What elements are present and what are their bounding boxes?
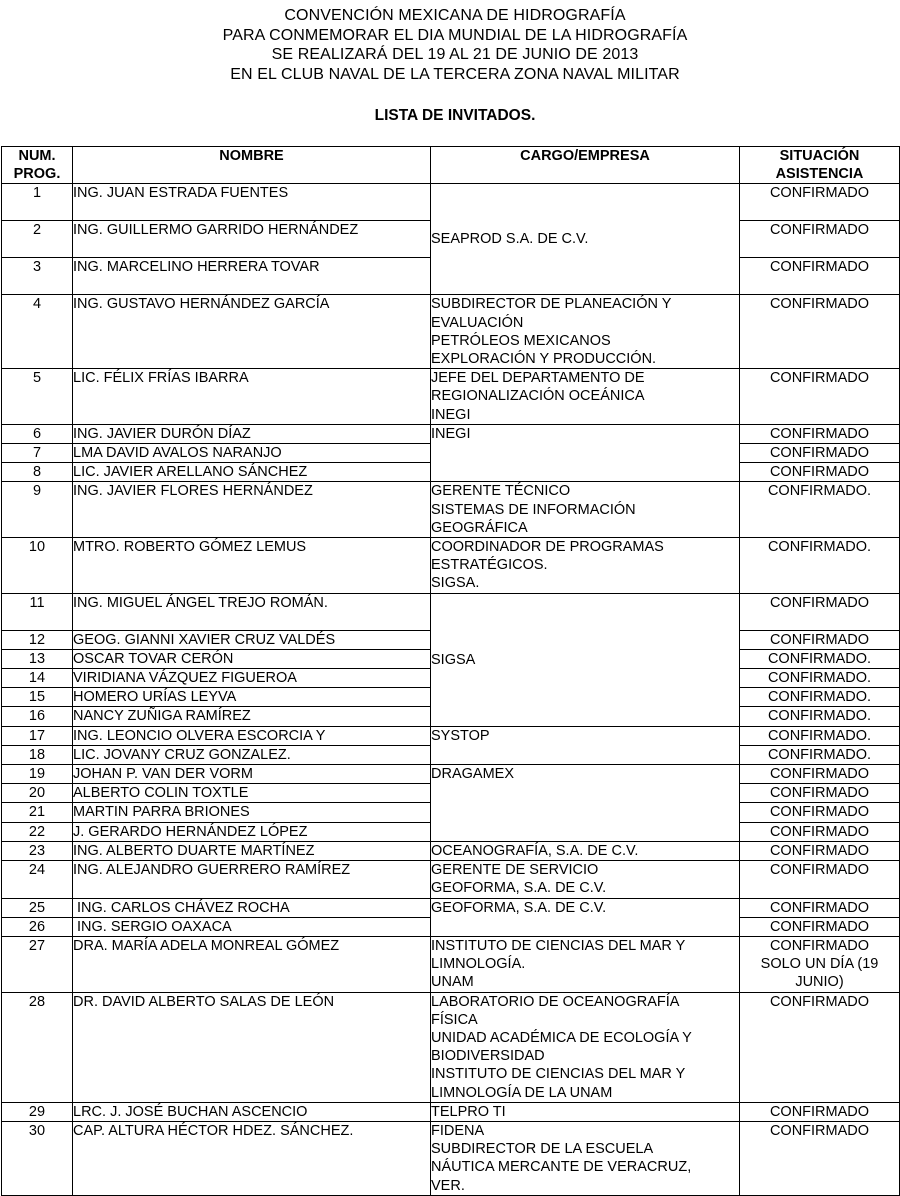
cargo-line: PETRÓLEOS MEXICANOS xyxy=(431,332,611,349)
status-line: CONFIRMADO xyxy=(769,631,870,648)
cargo-empresa xyxy=(431,424,740,482)
cargo-empresa xyxy=(431,369,740,425)
guest-name: ALBERTO COLIN TOXTLE xyxy=(73,784,431,803)
guest-name: ING. ALBERTO DUARTE MARTÍNEZ xyxy=(73,841,431,860)
status-line: CONFIRMADO xyxy=(769,425,870,442)
cargo-line: UNAM xyxy=(431,974,474,991)
guest-name: MARTIN PARRA BRIONES xyxy=(73,803,431,822)
attendance-status xyxy=(740,649,900,668)
attendance-status xyxy=(740,898,900,917)
status-line: CONFIRMADO xyxy=(769,1103,870,1120)
cargo-empresa xyxy=(431,538,740,594)
attendance-status xyxy=(740,221,900,258)
header-name: NOMBRE xyxy=(73,147,431,184)
table-row xyxy=(2,936,900,992)
cargo-line: UNIDAD ACADÉMICA DE ECOLOGÍA Y xyxy=(431,1029,692,1046)
cargo-line: INEGI xyxy=(431,425,471,442)
cargo-line: SISTEMAS DE INFORMACIÓN xyxy=(431,501,636,518)
list-title: LISTA DE INVITADOS. xyxy=(374,107,536,124)
row-number: 18 xyxy=(2,745,73,764)
row-number: 27 xyxy=(2,936,73,992)
row-number: 14 xyxy=(2,669,73,688)
row-number: 4 xyxy=(2,295,73,369)
row-number: 23 xyxy=(2,841,73,860)
status-line: CONFIRMADO xyxy=(769,445,870,462)
attendance-status xyxy=(740,669,900,688)
status-line: CONFIRMADO xyxy=(769,993,870,1010)
attendance-status xyxy=(740,593,900,630)
row-number: 5 xyxy=(2,369,73,425)
cargo-empresa xyxy=(431,726,740,764)
attendance-status xyxy=(740,707,900,726)
guest-name: ING. LEONCIO OLVERA ESCORCIA Y xyxy=(73,726,431,745)
attendance-status xyxy=(740,936,900,992)
row-number: 9 xyxy=(2,482,73,538)
row-number: 17 xyxy=(2,726,73,745)
guest-name: ING. JUAN ESTRADA FUENTES xyxy=(73,184,431,221)
attendance-status xyxy=(740,444,900,463)
table-row xyxy=(2,861,900,898)
cargo-line: COORDINADOR DE PROGRAMAS xyxy=(431,539,664,556)
status-line: CONFIRMADO xyxy=(769,370,870,387)
cargo-line: SIGSA. xyxy=(431,575,480,592)
header-line-dates: SE REALIZARÁ DEL 19 AL 21 DE JUNIO DE 2013 xyxy=(271,46,639,63)
guest-list-table xyxy=(1,146,900,1196)
row-number: 22 xyxy=(2,822,73,841)
status-line: CONFIRMADO xyxy=(769,842,870,859)
guest-name: ING. ALEJANDRO GUERRERO RAMÍREZ xyxy=(73,861,431,898)
table-row xyxy=(2,424,900,443)
attendance-status xyxy=(740,822,900,841)
cargo-line: INSTITUTO DE CIENCIAS DEL MAR Y xyxy=(431,937,686,954)
table-row xyxy=(2,295,900,369)
table-row xyxy=(2,482,900,538)
attendance-status xyxy=(740,482,900,538)
status-line: CONFIRMADO. xyxy=(767,689,872,706)
cargo-line: BIODIVERSIDAD xyxy=(431,1048,545,1065)
cargo-line: VER. xyxy=(431,1177,465,1194)
row-number: 25 xyxy=(2,898,73,917)
guest-name: LIC. JOVANY CRUZ GONZALEZ. xyxy=(73,745,431,764)
document-header xyxy=(0,6,900,84)
cargo-line: REGIONALIZACIÓN OCEÁNICA xyxy=(431,388,645,405)
attendance-status xyxy=(740,1102,900,1121)
guest-rows xyxy=(2,184,900,1195)
attendance-status xyxy=(740,726,900,745)
row-number: 21 xyxy=(2,803,73,822)
guest-name: OSCAR TOVAR CERÓN xyxy=(73,649,431,668)
status-line: CONFIRMADO. xyxy=(767,483,872,500)
guest-name: DRA. MARÍA ADELA MONREAL GÓMEZ xyxy=(73,936,431,992)
row-number: 29 xyxy=(2,1102,73,1121)
cargo-line: SIGSA xyxy=(431,651,476,668)
attendance-status xyxy=(740,917,900,936)
cargo-line: INEGI xyxy=(431,406,471,423)
cargo-line: GERENTE TÉCNICO xyxy=(431,483,571,500)
cargo-line: SUBDIRECTOR DE LA ESCUELA xyxy=(431,1141,654,1158)
attendance-status xyxy=(740,424,900,443)
attendance-status xyxy=(740,688,900,707)
row-number: 3 xyxy=(2,258,73,295)
row-number: 16 xyxy=(2,707,73,726)
attendance-status xyxy=(740,463,900,482)
cargo-line: EVALUACIÓN xyxy=(431,314,524,331)
cargo-line: GERENTE DE SERVICIO xyxy=(431,862,599,879)
status-line: CONFIRMADO xyxy=(769,862,870,879)
guest-name: J. GERARDO HERNÁNDEZ LÓPEZ xyxy=(73,822,431,841)
cargo-line: LIMNOLOGÍA DE LA UNAM xyxy=(431,1084,613,1101)
status-line: JUNIO) xyxy=(795,974,844,991)
table-row xyxy=(2,726,900,745)
row-number: 10 xyxy=(2,538,73,594)
guest-name: ING. SERGIO OAXACA xyxy=(73,917,431,936)
table-row xyxy=(2,184,900,221)
cargo-line: LIMNOLOGÍA. xyxy=(431,956,526,973)
attendance-status xyxy=(740,861,900,898)
status-line: CONFIRMADO xyxy=(769,785,870,802)
table-row xyxy=(2,992,900,1102)
cargo-line: SEAPROD S.A. DE C.V. xyxy=(431,231,589,248)
status-line: CONFIRMADO. xyxy=(767,746,872,763)
status-line: CONFIRMADO xyxy=(769,464,870,481)
status-line: CONFIRMADO xyxy=(769,804,870,821)
cargo-line: OCEANOGRAFÍA, S.A. DE C.V. xyxy=(431,842,639,859)
cargo-empresa xyxy=(431,841,740,860)
cargo-empresa xyxy=(431,184,740,295)
row-number: 26 xyxy=(2,917,73,936)
attendance-status xyxy=(740,369,900,425)
guest-name: ING. MARCELINO HERRERA TOVAR xyxy=(73,258,431,295)
cargo-empresa xyxy=(431,861,740,898)
row-number: 30 xyxy=(2,1121,73,1195)
status-line: CONFIRMADO xyxy=(769,185,870,202)
header-num-line2: PROG. xyxy=(13,166,61,183)
row-number: 24 xyxy=(2,861,73,898)
row-number: 8 xyxy=(2,463,73,482)
guest-name: DR. DAVID ALBERTO SALAS DE LEÓN xyxy=(73,992,431,1102)
attendance-status xyxy=(740,538,900,594)
cargo-empresa xyxy=(431,765,740,842)
cargo-line: GEOFORMA, S.A. DE C.V. xyxy=(431,899,607,916)
cargo-empresa xyxy=(431,593,740,726)
row-number: 13 xyxy=(2,649,73,668)
header-line-convention: CONVENCIÓN MEXICANA DE HIDROGRAFÍA xyxy=(284,7,626,24)
table-header-row xyxy=(2,147,900,184)
cargo-empresa xyxy=(431,482,740,538)
status-line: CONFIRMADO xyxy=(769,823,870,840)
cargo-line: NÁUTICA MERCANTE DE VERACRUZ, xyxy=(431,1159,692,1176)
attendance-status xyxy=(740,841,900,860)
attendance-status xyxy=(740,295,900,369)
cargo-empresa xyxy=(431,992,740,1102)
table-row xyxy=(2,538,900,594)
guest-name: ING. GUSTAVO HERNÁNDEZ GARCÍA xyxy=(73,295,431,369)
cargo-line: DRAGAMEX xyxy=(431,766,514,783)
guest-name: ING. JAVIER FLORES HERNÁNDEZ xyxy=(73,482,431,538)
row-number: 15 xyxy=(2,688,73,707)
cargo-line: GEOGRÁFICA xyxy=(431,519,528,536)
status-line: CONFIRMADO xyxy=(769,259,870,276)
guest-name: ING. GUILLERMO GARRIDO HERNÁNDEZ xyxy=(73,221,431,258)
cargo-line: FÍSICA xyxy=(431,1011,478,1028)
guest-name: LIC. JAVIER ARELLANO SÁNCHEZ xyxy=(73,463,431,482)
status-line: SOLO UN DÍA (19 xyxy=(760,956,879,973)
cargo-line: SUBDIRECTOR DE PLANEACIÓN Y xyxy=(431,296,672,313)
header-num-line1: NUM. xyxy=(18,148,56,164)
guest-name: LRC. J. JOSÉ BUCHAN ASCENCIO xyxy=(73,1102,431,1121)
attendance-status xyxy=(740,784,900,803)
row-number: 7 xyxy=(2,444,73,463)
guest-name: ING. JAVIER DURÓN DÍAZ xyxy=(73,424,431,443)
table-row xyxy=(2,369,900,425)
cargo-line: SYSTOP xyxy=(431,727,490,744)
attendance-status xyxy=(740,745,900,764)
status-line: CONFIRMADO xyxy=(769,937,870,954)
header-line-venue: EN EL CLUB NAVAL DE LA TERCERA ZONA NAVAL MILITAR xyxy=(230,65,680,83)
guest-name: GEOG. GIANNI XAVIER CRUZ VALDÉS xyxy=(73,630,431,649)
guest-name: VIRIDIANA VÁZQUEZ FIGUEROA xyxy=(73,669,431,688)
guest-name: ING. CARLOS CHÁVEZ ROCHA xyxy=(73,898,431,917)
header-cargo: CARGO/EMPRESA xyxy=(431,147,740,184)
guest-name: CAP. ALTURA HÉCTOR HDEZ. SÁNCHEZ. xyxy=(73,1121,431,1195)
row-number: 11 xyxy=(2,593,73,630)
row-number: 6 xyxy=(2,424,73,443)
row-number: 1 xyxy=(2,184,73,221)
row-number: 12 xyxy=(2,630,73,649)
guest-name: HOMERO URÍAS LEYVA xyxy=(73,688,431,707)
table-row xyxy=(2,1121,900,1195)
table-row xyxy=(2,898,900,917)
table-row xyxy=(2,765,900,784)
cargo-line: LABORATORIO DE OCEANOGRAFÍA xyxy=(431,993,680,1010)
row-number: 28 xyxy=(2,992,73,1102)
status-line: CONFIRMADO xyxy=(769,296,870,313)
cargo-empresa xyxy=(431,1121,740,1195)
attendance-status xyxy=(740,630,900,649)
status-line: CONFIRMADO xyxy=(769,918,870,935)
cargo-empresa xyxy=(431,1102,740,1121)
cargo-line: EXPLORACIÓN Y PRODUCCIÓN. xyxy=(431,351,657,368)
cargo-line: ESTRATÉGICOS. xyxy=(431,557,548,574)
cargo-line: INSTITUTO DE CIENCIAS DEL MAR Y xyxy=(431,1066,686,1083)
guest-name: LMA DAVID AVALOS NARANJO xyxy=(73,444,431,463)
attendance-status xyxy=(740,992,900,1102)
header-status-line2: ASISTENCIA xyxy=(775,166,864,183)
guest-name: ING. MIGUEL ÁNGEL TREJO ROMÁN. xyxy=(73,593,431,630)
table-row xyxy=(2,841,900,860)
cargo-empresa xyxy=(431,936,740,992)
cargo-line: JEFE DEL DEPARTAMENTO DE xyxy=(431,370,645,387)
row-number: 19 xyxy=(2,765,73,784)
status-line: CONFIRMADO xyxy=(769,899,870,916)
status-line: CONFIRMADO. xyxy=(767,539,872,556)
status-line: CONFIRMADO xyxy=(769,594,870,611)
status-line: CONFIRMADO xyxy=(769,1122,870,1139)
cargo-empresa xyxy=(431,898,740,936)
attendance-status xyxy=(740,765,900,784)
status-line: CONFIRMADO xyxy=(769,222,870,239)
header-line-purpose: PARA CONMEMORAR EL DIA MUNDIAL DE LA HIDROGRAFÍA xyxy=(222,26,688,44)
status-line: CONFIRMADO. xyxy=(767,670,872,687)
header-status xyxy=(740,147,900,184)
status-line: CONFIRMADO xyxy=(769,766,870,783)
attendance-status xyxy=(740,803,900,822)
table-row xyxy=(2,1102,900,1121)
row-number: 20 xyxy=(2,784,73,803)
guest-name: NANCY ZUÑIGA RAMÍREZ xyxy=(73,707,431,726)
attendance-status xyxy=(740,1121,900,1195)
attendance-status xyxy=(740,184,900,221)
attendance-status xyxy=(740,258,900,295)
cargo-line: TELPRO TI xyxy=(431,1103,506,1120)
guest-name: JOHAN P. VAN DER VORM xyxy=(73,765,431,784)
cargo-line: FIDENA xyxy=(431,1122,485,1139)
header-num xyxy=(2,147,73,184)
guest-name: LIC. FÉLIX FRÍAS IBARRA xyxy=(73,369,431,425)
header-status-line1: SITUACIÓN xyxy=(779,148,860,164)
guest-name: MTRO. ROBERTO GÓMEZ LEMUS xyxy=(73,538,431,594)
row-number: 2 xyxy=(2,221,73,258)
cargo-empresa xyxy=(431,295,740,369)
status-line: CONFIRMADO. xyxy=(767,708,872,725)
cargo-line: GEOFORMA, S.A. DE C.V. xyxy=(431,880,607,897)
status-line: CONFIRMADO. xyxy=(767,650,872,667)
status-line: CONFIRMADO. xyxy=(767,727,872,744)
table-row xyxy=(2,593,900,630)
